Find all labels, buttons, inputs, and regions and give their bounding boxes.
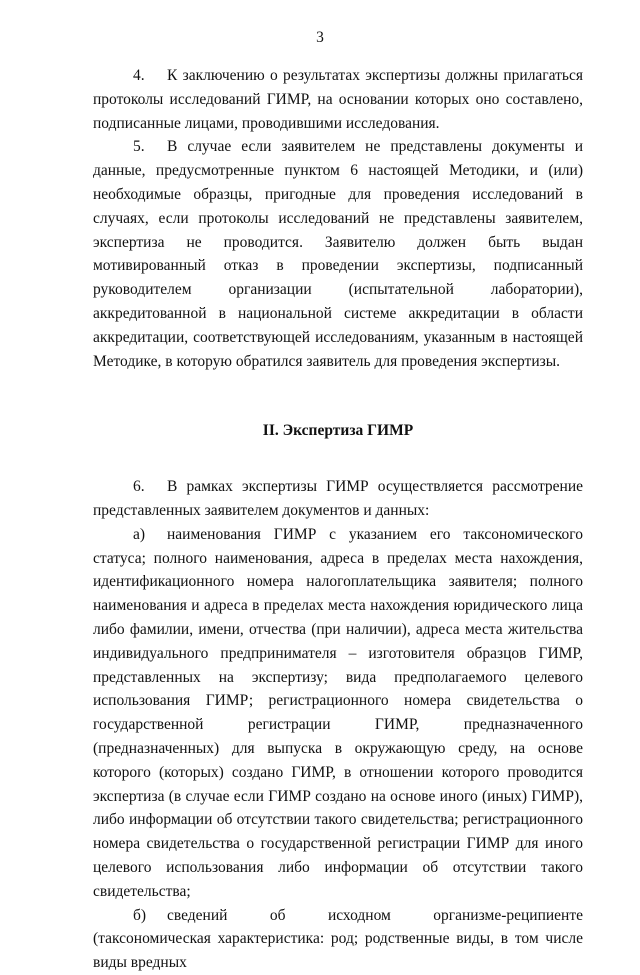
document-body	[93, 64, 583, 975]
paragraph-text: К заключению о результатах экспертизы должны прилагаться протоколы исследований ГИМР, на основании которых оно составлено, подписанные лицами, проводившими исследования.	[93, 67, 583, 132]
spacer	[93, 443, 583, 475]
paragraph-text: сведений об исходном организме-реципиенте (таксономическая характеристика: род; родственные виды, в том числе виды вредных	[93, 906, 583, 972]
subparagraph-b	[93, 904, 583, 975]
paragraph-number: 6.	[133, 478, 145, 496]
page-number: 3	[316, 29, 324, 46]
subparagraph-letter: б)	[133, 906, 147, 924]
paragraph-5	[93, 135, 583, 373]
paragraph-number: 5.	[133, 138, 145, 156]
section-heading: II. Экспертиза ГИМР	[262, 422, 414, 440]
subparagraph-a	[93, 523, 583, 904]
subparagraph-letter: а)	[133, 525, 146, 543]
paragraph-text: В случае если заявителем не представлены документы и данные, предусмотренные пунктом 6 настоящей Методики, и (или) необходимые образцы, пригодные для проведения исследований в случаях, если протоколы исследований не представлены заявителем, экспертиза не проводится. Заявителю должен быть выдан мотивированный отказ в проведении экспертизы, подписанный руководителем организации (испытательной лаборатории), аккредитованной в национальной системе аккредитации в области аккредитации, соответствующей исследованиям, указанным в настоящей Методике, в которую обратился заявитель для проведения экспертизы.	[93, 138, 583, 370]
spacer	[93, 373, 583, 419]
paragraph-text: В рамках экспертизы ГИМР осуществляется рассмотрение представленных заявителем документов и данных:	[93, 478, 583, 519]
paragraph-4	[93, 64, 583, 135]
paragraph-text: наименования ГИМР с указанием его таксономического статуса; полного наименования, адреса в пределах места нахождения, идентификационного номера налогоплательщика заявителя; полного наименования и адреса в пределах места нахождения юридического лица либо фамилии, имени, отчества (при наличии), адреса места жительства индивидуального предпринимателя – изготовителя образцов ГИМР, представленных на экспертизу; вида предполагаемого целевого использования ГИМР; регистрационного номера свидетельства о государственной регистрации ГИМР, предназначенного (предназначенных) для выпуска в окружающую среду, на основе которого (которых) создано ГИМР, в отношении которого проводится экспертиза (в случае если ГИМР создано на основе иного (иных) ГИМР), либо информации об отсутствии такого свидетельства; регистрационного номера свидетельства о государственной регистрации ГИМР для иного целевого использования либо информации об отсутствии такого свидетельства;	[93, 525, 583, 900]
paragraph-number: 4.	[133, 67, 145, 84]
paragraph-6	[93, 475, 583, 523]
